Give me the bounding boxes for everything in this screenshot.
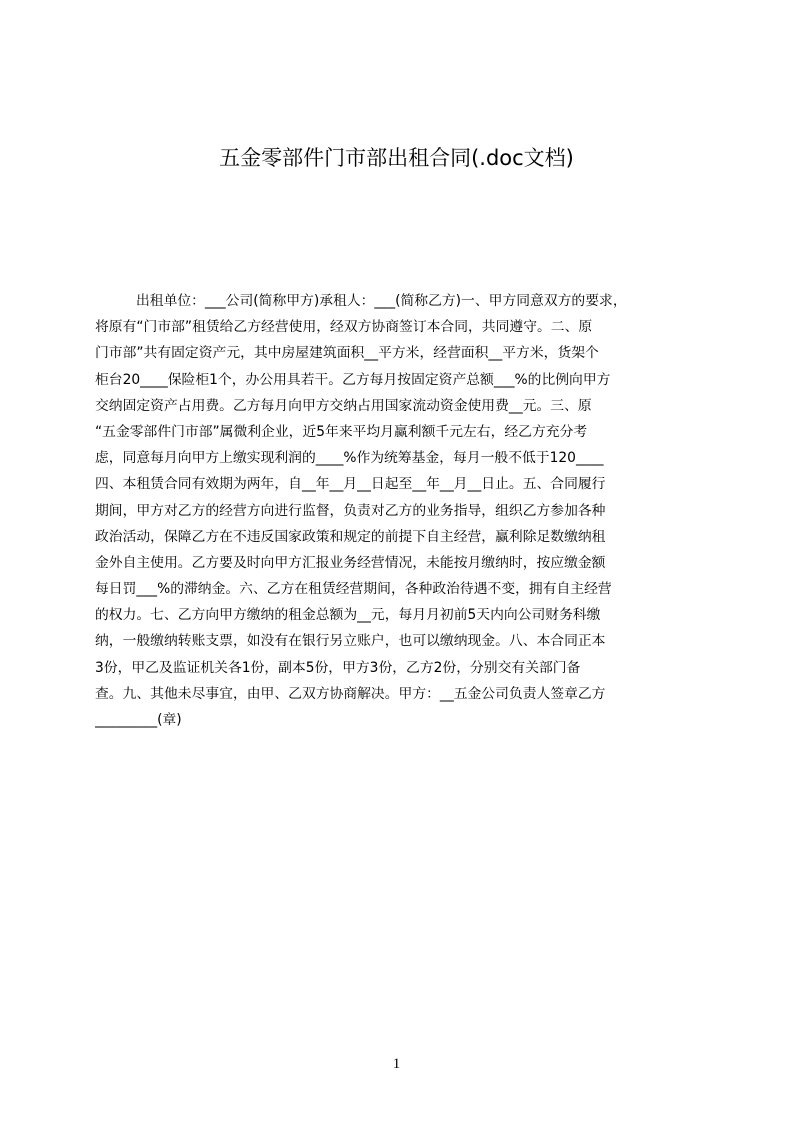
body-line: 虑，同意每月向甲方上缴实现利润的____%作为统筹基金，每月一般不低于120____	[95, 450, 604, 467]
body-line: 四、本租赁合同有效期为两年，自__年__月__日起至__年__月__日止。五、合同履行	[95, 476, 606, 493]
body-line: 金外自主使用。乙方要及时向甲方汇报业务经营情况，未能按月缴纳时，按应缴金额	[95, 554, 606, 571]
page-title: 五金零部件门市部出租合同(.doc文档)	[219, 146, 574, 170]
body-line: 门市部”共有固定资产元，其中房屋建筑面积__平方米，经营面积__平方米，货架个	[95, 345, 599, 362]
body-line: _________(章)	[95, 712, 182, 728]
body-line: “五金零部件门市部”属微利企业，近5年来平均月赢利额千元左右，经乙方充分考	[95, 423, 588, 440]
body-line: 纳，一般缴纳转账支票，如没有在银行另立账户，也可以缴纳现金。八、本合同正本	[95, 633, 606, 650]
body-line: 政治活动，保障乙方在不违反国家政策和规定的前提下自主经营，赢利除足数缴纳租	[95, 528, 606, 545]
body-line: 柜台20____保险柜1个，办公用具若干。乙方每月按固定资产总额___%的比例向甲方	[95, 371, 611, 388]
body-line: 期间，甲方对乙方的经营方向进行监督，负责对乙方的业务指导，组织乙方参加各种	[95, 502, 606, 519]
contract-body	[95, 288, 707, 750]
body-line: 3份，甲乙及监证机关各1份，副本5份，甲方3份，乙方2份，分别交有关部门备	[95, 659, 581, 676]
body-line: 出租单位：___公司(简称甲方)承租人：___(简称乙方)一、甲方同意双方的要求，	[136, 293, 627, 309]
body-line: 将原有“门市部”租赁给乙方经营使用，经双方协商签订本合同，共同遵守。二、原	[95, 319, 593, 336]
body-line: 的权力。七、乙方向甲方缴纳的租金总额为__元，每月月初前5天内向公司财务科缴	[95, 607, 601, 624]
body-line: 查。九、其他未尽事宜，由甲、乙双方协商解决。甲方：__五金公司负责人签章乙方	[95, 685, 606, 702]
body-line: 交纳固定资产占用费。乙方每月向甲方交纳占用国家流动资金使用费__元。三、原	[95, 397, 592, 414]
body-line: 每日罚___%的滞纳金。六、乙方在租赁经营期间，各种政治待遇不变，拥有自主经营	[95, 581, 612, 598]
page-number: 1	[392, 1056, 401, 1072]
